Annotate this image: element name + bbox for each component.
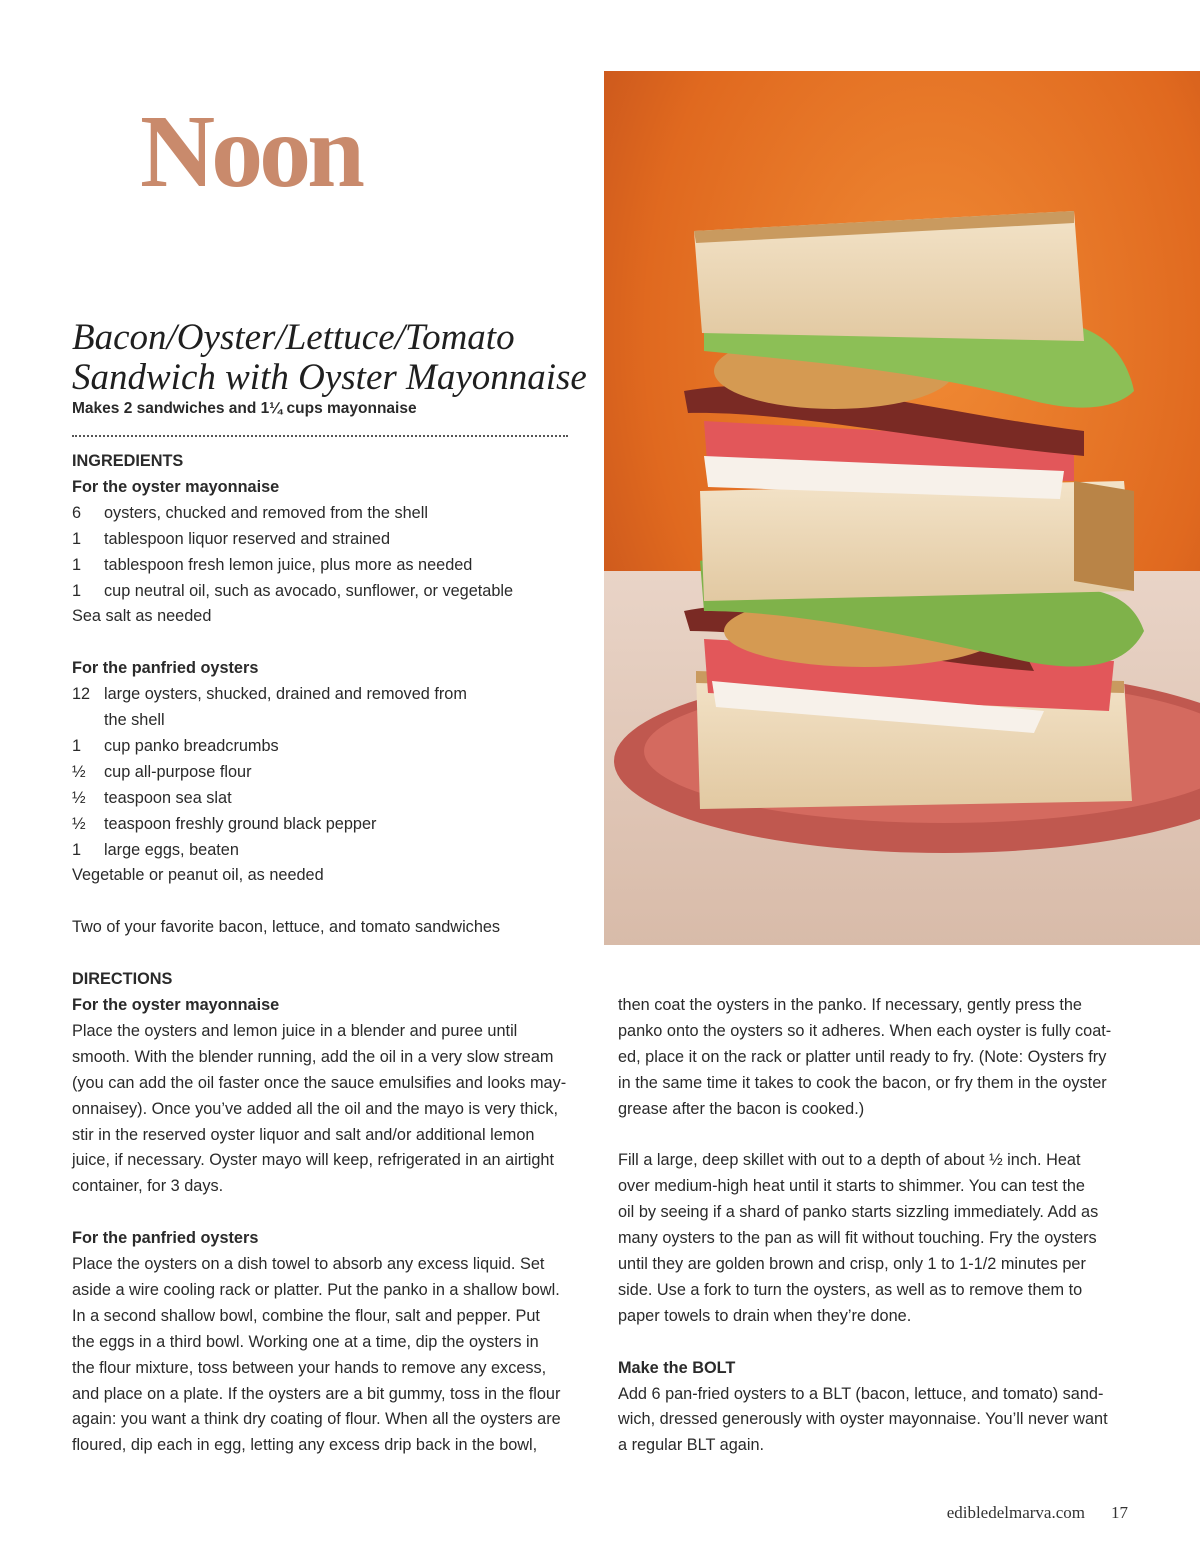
direction-line: again: you want a think dry coating of flour. When all the oysters are (72, 1410, 561, 1429)
ingredient-item (72, 501, 582, 527)
direction-line: the flour mixture, toss between your hands to remove any excess, (72, 1358, 547, 1377)
ingredient-text: teaspoon freshly ground black pepper (104, 814, 377, 833)
recipe-yield: Makes 2 sandwiches and 1¼ cups mayonnaise (72, 400, 417, 417)
direction-line: then coat the oysters in the panko. If necessary, gently press the (618, 996, 1082, 1014)
sandwich-illustration (604, 71, 1200, 945)
direction-line: juice, if necessary. Oyster mayo will keep, refrigerated in an airtight (72, 1151, 555, 1170)
ingredient-text: cup neutral oil, such as avocado, sunflower, or vegetable (104, 581, 514, 600)
ingredient-item (72, 760, 582, 786)
ingredient-item (72, 734, 582, 760)
direction-line: In a second shallow bowl, combine the flour, salt and pepper. Put (72, 1306, 540, 1325)
mayo-extra: Sea salt as needed (72, 607, 212, 626)
section-title: Noon (140, 94, 361, 209)
direction-line: paper towels to drain when they’re done. (618, 1306, 912, 1325)
oyster-ingredients-heading: For the panfried oysters (72, 659, 259, 678)
direction-line: grease after the bacon is cooked.) (618, 1099, 865, 1118)
ingredient-qty: 1 (72, 840, 82, 859)
direction-line: (you can add the oil faster once the sauce emulsifies and looks may- (72, 1073, 567, 1092)
direction-line: over medium-high heat until it starts to shimmer. You can test the (618, 1177, 1085, 1196)
direction-line: Place the oysters and lemon juice in a blender and puree until (72, 1021, 518, 1040)
direction-line: wich, dressed generously with oyster mayonnaise. You’ll never want (618, 1410, 1108, 1429)
ingredient-qty: ½ (72, 788, 86, 807)
ingredient-qty: ½ (72, 762, 86, 781)
direction-line: the eggs in a third bowl. Working one at a time, dip the oysters in (72, 1332, 539, 1351)
direction-line: ed, place it on the rack or platter until ready to fry. (Note: Oysters fry (618, 1047, 1107, 1066)
ingredient-text: large eggs, beaten (104, 840, 239, 859)
ingredient-qty: 1 (72, 529, 82, 548)
recipe-title (72, 318, 592, 398)
ingredient-item (72, 579, 582, 605)
page-number: 17 (1111, 1503, 1128, 1522)
ingredient-item (72, 682, 492, 734)
directions-heading: DIRECTIONS (72, 970, 173, 989)
ingredient-qty: 6 (72, 503, 82, 522)
direction-line: stir in the reserved oyster liquor and salt and/or additional lemon (72, 1125, 535, 1144)
sandwiches-ingredient: Two of your favorite bacon, lettuce, and tomato sandwiches (72, 918, 501, 937)
direction-line: until they are golden brown and crisp, only 1 to 1-1/2 minutes per (618, 1255, 1086, 1274)
direction-line: side. Use a fork to turn the oysters, as well as to remove them to (618, 1280, 1083, 1299)
direction-line: Add 6 pan-fried oysters to a BLT (bacon, lettuce, and tomato) sand- (618, 1384, 1104, 1403)
mayo-directions-heading: For the oyster mayonnaise (72, 995, 280, 1014)
website-url: edibledelmarva.com (946, 1503, 1085, 1522)
direction-line: aside a wire cooling rack or platter. Put the panko in a shallow bowl. (72, 1280, 560, 1299)
directions-continued-column (618, 993, 1148, 1459)
direction-line: smooth. With the blender running, add the oil in a very slow stream (72, 1047, 554, 1066)
ingredient-qty: ½ (72, 814, 86, 833)
direction-line: container, for 3 days. (72, 1177, 224, 1196)
ingredient-qty: 1 (72, 581, 82, 600)
ingredients-heading: INGREDIENTS (72, 452, 184, 470)
recipe-title-line-2: Sandwich with Oyster Mayonnaise (72, 357, 587, 398)
ingredient-text: large oysters, shucked, drained and removed from the shell (104, 685, 467, 730)
ingredient-text: cup panko breadcrumbs (104, 736, 279, 755)
ingredient-qty: 1 (72, 736, 82, 755)
direction-line: a regular BLT again. (618, 1436, 765, 1455)
ingredient-text: tablespoon fresh lemon juice, plus more as needed (104, 555, 473, 574)
mayo-ingredients-heading: For the oyster mayonnaise (72, 477, 280, 496)
ingredients-column (72, 449, 582, 1459)
direction-line: and place on a plate. If the oysters are a bit gummy, toss in the flour (72, 1384, 561, 1403)
ingredient-qty: 1 (72, 555, 82, 574)
ingredient-item (72, 812, 582, 838)
bolt-heading: Make the BOLT (618, 1358, 736, 1377)
direction-line: oil by seeing if a shard of panko starts sizzling immediately. Add as (618, 1203, 1099, 1222)
oysters-extra: Vegetable or peanut oil, as needed (72, 866, 324, 885)
ingredient-text: tablespoon liquor reserved and strained (104, 529, 391, 548)
page-footer (947, 1503, 1128, 1523)
ingredient-qty: 12 (72, 685, 91, 704)
ingredient-item (72, 838, 582, 864)
ingredient-item (72, 786, 582, 812)
dotted-divider (72, 435, 568, 437)
direction-line: floured, dip each in egg, letting any excess drip back in the bowl, (72, 1436, 538, 1455)
recipe-title-line-1: Bacon/Oyster/Lettuce/Tomato (72, 317, 515, 358)
sandwich-photo (604, 71, 1200, 945)
ingredient-text: cup all-purpose flour (104, 762, 252, 781)
oyster-directions-heading: For the panfried oysters (72, 1229, 259, 1248)
ingredient-item (72, 553, 582, 579)
direction-line: Place the oysters on a dish towel to absorb any excess liquid. Set (72, 1255, 545, 1274)
ingredient-item (72, 527, 582, 553)
direction-line: panko onto the oysters so it adheres. When each oyster is fully coat- (618, 1021, 1112, 1040)
ingredient-text: teaspoon sea slat (104, 788, 232, 807)
direction-line: many oysters to the pan as will fit without touching. Fry the oysters (618, 1229, 1097, 1248)
direction-line: onnaisey). Once you’ve added all the oil and the mayo is very thick, (72, 1099, 558, 1118)
direction-line: Fill a large, deep skillet with out to a depth of about ½ inch. Heat (618, 1151, 1081, 1170)
ingredient-text: oysters, chucked and removed from the shell (104, 503, 428, 522)
direction-line: in the same time it takes to cook the bacon, or fry them in the oyster (618, 1073, 1107, 1092)
